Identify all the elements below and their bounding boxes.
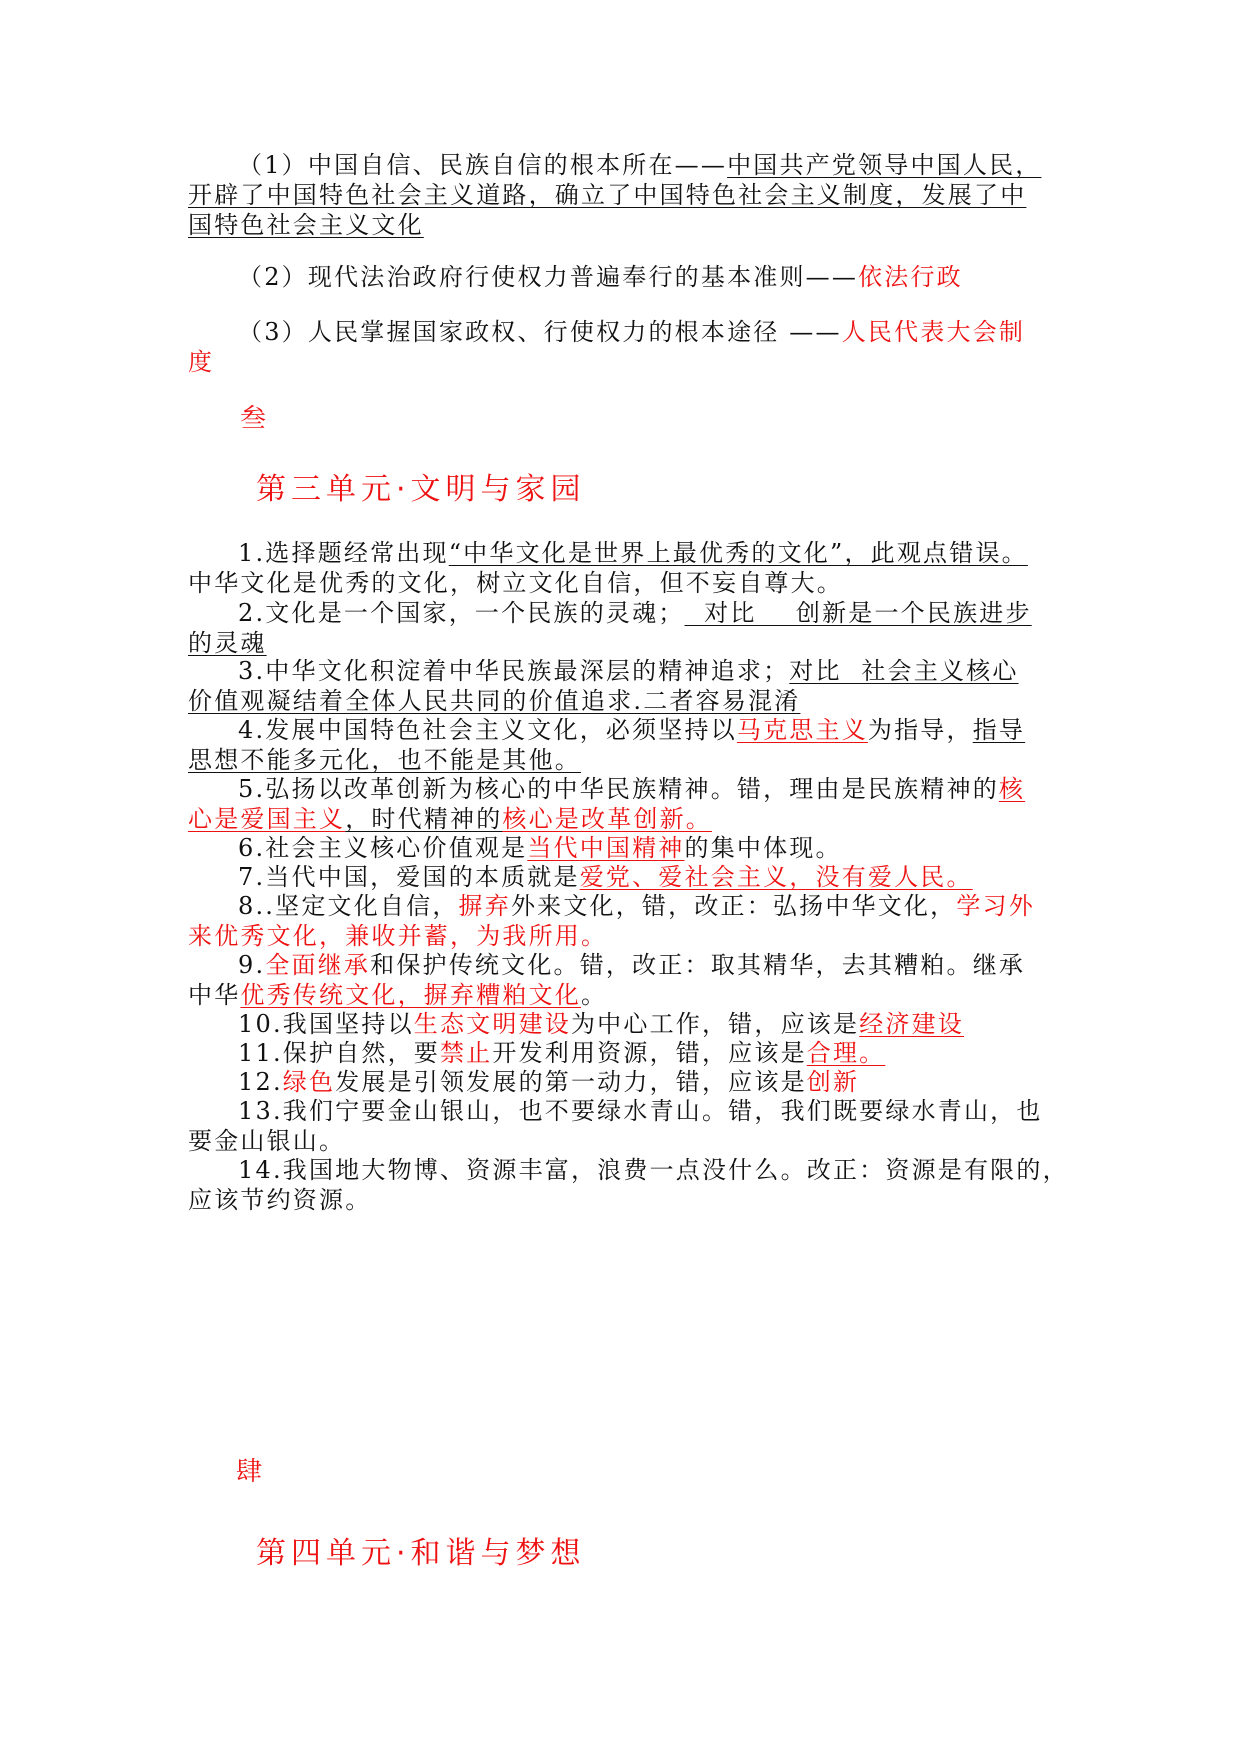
item1-underlined-answer: 中国共产党领导中国人民， (727, 151, 1042, 179)
u3-item13-line1: 13.我们宁要金山银山，也不要绿水青山。错，我们既要绿水青山，也 (238, 1097, 1043, 1125)
u3-item1-line1: 1.选择题经常出现“中华文化是世界上最优秀的文化”，此观点错误。 (238, 539, 1028, 567)
u3-item12: 12.绿色发展是引领发展的第一动力，错，应该是创新 (238, 1068, 860, 1096)
unit3-title: 第三单元·文明与家园 (256, 472, 586, 507)
u3-item9-line1: 9.全面继承和保护传统文化。错，改正：取其精华，去其糟粕。继承 (238, 951, 1026, 979)
item1-line2: 开辟了中国特色社会主义道路，确立了中国特色社会主义制度，发展了中 (188, 181, 1027, 209)
u3-item2-line1: 2.文化是一个国家，一个民族的灵魂； 对比 创新是一个民族进步 (238, 599, 1032, 627)
unit4-number: 肆 (236, 1457, 263, 1487)
u3-item11: 11.保护自然，要禁止开发利用资源，错，应该是合理。 (238, 1039, 886, 1067)
u3-item6: 6.社会主义核心价值观是当代中国精神的集中体现。 (238, 834, 842, 862)
unit4-title: 第四单元·和谐与梦想 (256, 1536, 586, 1571)
unit3-number: 叁 (240, 404, 267, 434)
u3-item1-line2: 中华文化是优秀的文化，树立文化自信，但不妄自尊大。 (188, 569, 843, 597)
u3-item14-line2: 应该节约资源。 (188, 1186, 372, 1214)
item2-answer: 依法行政 (858, 263, 963, 291)
u3-item4-line1: 4.发展中国特色社会主义文化，必须坚持以马克思主义为指导，指导 (238, 716, 1026, 744)
u3-item5-line1: 5.弘扬以改革创新为核心的中华民族精神。错，理由是民族精神的核 (238, 775, 1026, 803)
u3-item4-line2: 思想不能多元化，也不能是其他。 (188, 746, 581, 774)
u3-item9-line2: 中华优秀传统文化，摒弃糟粕文化。 (188, 981, 608, 1009)
u3-item3-line1: 3.中华文化积淀着中华民族最深层的精神追求；对比 社会主义核心 (238, 657, 1019, 685)
u3-item13-line2: 要金山银山。 (188, 1127, 346, 1155)
item2: （2）现代法治政府行使权力普遍奉行的基本准则——依法行政 (238, 263, 963, 291)
item3-answer: 人民代表大会制 (841, 318, 1026, 346)
item3-line1: （3）人民掌握国家政权、行使权力的根本途径 ——人民代表大会制 (238, 318, 1026, 346)
item3-line2: 度 (188, 348, 215, 376)
u3-item3-line2: 价值观凝结着全体人民共同的价值追求.二者容易混淆 (188, 687, 801, 715)
u3-item8-line2: 来优秀文化，兼收并蓄，为我所用。 (188, 922, 608, 950)
u3-item8-line1: 8..坚定文化自信，摒弃外来文化，错，改正：弘扬中华文化，学习外 (238, 892, 1035, 920)
u3-item2-line2: 的灵魂 (188, 629, 267, 657)
u3-item14-line1: 14.我国地大物博、资源丰富，浪费一点没什么。改正：资源是有限的， (238, 1156, 1069, 1184)
item1-line3: 国特色社会主义文化 (188, 211, 424, 239)
item1-line1: （1）中国自信、民族自信的根本所在——中国共产党领导中国人民， (238, 151, 1042, 179)
u3-item7: 7.当代中国，爱国的本质就是爱党、爱社会主义，没有爱人民。 (238, 863, 973, 891)
u3-item10: 10.我国坚持以生态文明建设为中心工作，错，应该是经济建设 (238, 1010, 964, 1038)
u3-item5-line2: 心是爱国主义，时代精神的核心是改革创新。 (188, 805, 713, 833)
